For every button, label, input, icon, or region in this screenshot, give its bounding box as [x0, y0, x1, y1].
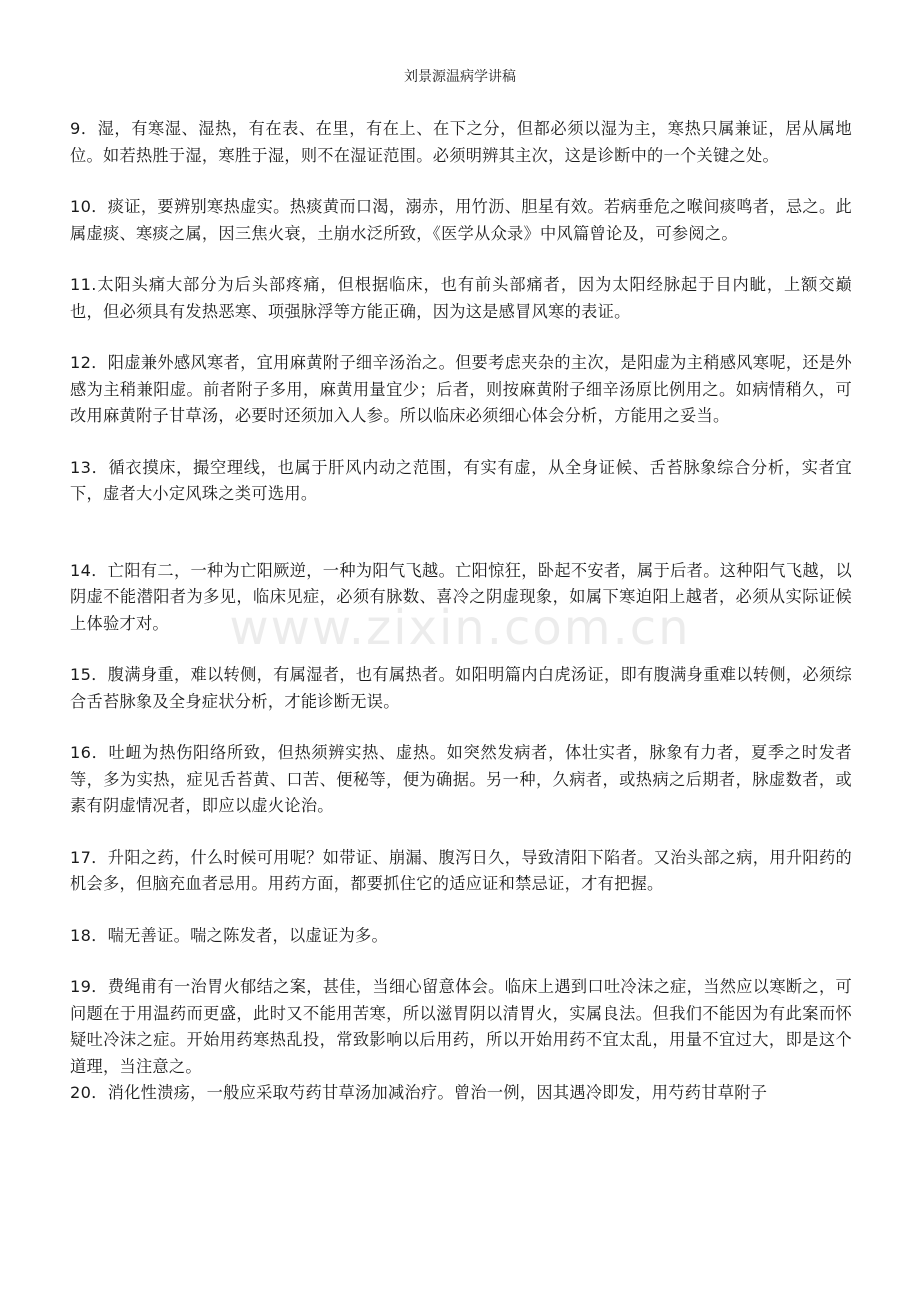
document-body	[70, 116, 852, 1107]
watermark: www.zixin.com.cn	[229, 600, 691, 656]
paragraph-12: 12．阳虚兼外感风寒者，宜用麻黄附子细辛汤治之。但要考虑夹杂的主次，是阳虚为主稍感风寒呢，还是外感为主稍兼阳虚。前者附子多用，麻黄用量宜少；后者，则按麻黄附子细辛汤原比例用之。如病情稍久，可改用麻黄附子甘草汤，必要时还须加入人参。所以临床必须细心体会分析，方能用之妥当。	[70, 353, 852, 425]
paragraph-15: 15．腹满身重，难以转侧，有属湿者，也有属热者。如阳明篇内白虎汤证，即有腹满身重难以转侧，必须综合舌苔脉象及全身症状分析，才能诊断无误。	[70, 665, 852, 711]
page-header-title: 刘景源温病学讲稿	[404, 69, 516, 85]
paragraph-17: 17．升阳之药，什么时候可用呢？如带证、崩漏、腹泻日久，导致清阳下陷者。又治头部之病，用升阳药的机会多，但脑充血者忌用。用药方面，都要抓住它的适应证和禁忌证，才有把握。	[70, 847, 852, 893]
paragraph-19: 19．费绳甫有一治胃火郁结之案，甚佳，当细心留意体会。临床上遇到口吐冷沫之症，当然应以寒断之，可问题在于用温药而更盛，此时又不能用苦寒，所以滋胃阴以清胃火，实属良法。但我们不能因为有此案而怀疑吐冷沫之症。开始用药寒热乱投，常致影响以后用药，所以开始用药不宜太乱，用量不宜过大，即是这个道理，当注意之。	[70, 977, 852, 1076]
paragraph-11: 11.太阳头痛大部分为后头部疼痛，但根据临床，也有前头部痛者，因为太阳经脉起于目内眦，上额交巅也，但必须具有发热恶寒、项强脉浮等方能正确，因为这是感冒风寒的表证。	[70, 275, 852, 321]
paragraph-14: 14．亡阳有二，一种为亡阳厥逆，一种为阳气飞越。亡阳惊狂，卧起不安者，属于后者。这种阳气飞越，以阴虚不能潜阳者为多见，临床见症，必须有脉数、喜冷之阴虚现象，如属下寒迫阳上越者，必须从实际证候上体验才对。	[70, 560, 852, 633]
paragraph-9: 9．湿，有寒湿、湿热，有在表、在里，有在上、在下之分，但都必须以湿为主，寒热只属兼证，居从属地位。如若热胜于湿，寒胜于湿，则不在湿证范围。必须明辨其主次，这是诊断中的一个关键之处。	[70, 119, 852, 165]
paragraph-10: 10．痰证，要辨别寒热虚实。热痰黄而口渴，溺赤，用竹沥、胆星有效。若病垂危之喉间痰鸣者，忌之。此属虚痰、寒痰之属，因三焦火衰，土崩水泛所致，《医学从众录》中风篇曾论及，可参阅之。	[70, 197, 852, 243]
paragraph-18: 18．喘无善证。喘之陈发者，以虚证为多。	[70, 925, 388, 945]
paragraph-13: 13．循衣摸床，撮空理线，也属于肝风内动之范围，有实有虚，从全身证候、舌苔脉象综合分析，实者宜下，虚者大小定风珠之类可选用。	[70, 457, 852, 503]
paragraph-16: 16．吐衄为热伤阳络所致，但热须辨实热、虚热。如突然发病者，体壮实者，脉象有力者，夏季之时发者等，多为实热，症见舌苔黄、口苦、便秘等，便为确据。另一种，久病者，或热病之后期者，脉虚数者，或素有阴虚情况者，即应以虚火论治。	[70, 743, 852, 815]
paragraph-20: 20．消化性溃疡，一般应采取芍药甘草汤加减治疗。曾治一例，因其遇冷即发，用芍药甘草附子	[70, 1083, 768, 1102]
